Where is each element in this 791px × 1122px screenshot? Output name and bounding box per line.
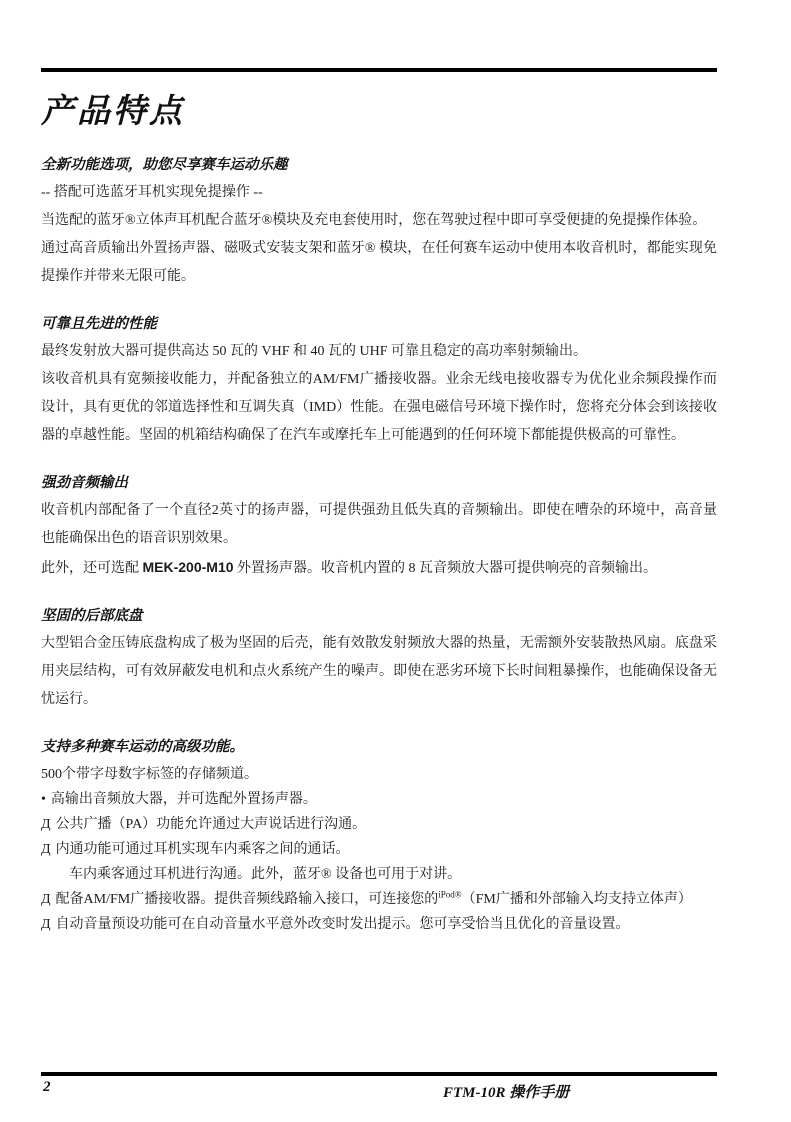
list-item-text: 自动音量预设功能可在自动音量水平意外改变时发出提示。您可享受恰当且优化的音量设置。 bbox=[55, 917, 630, 932]
paragraph-with-model bbox=[41, 553, 717, 583]
feature-list bbox=[41, 762, 717, 937]
bullet-marker: Д bbox=[41, 917, 51, 932]
list-item bbox=[41, 762, 717, 787]
list-item bbox=[41, 787, 717, 812]
top-rule bbox=[41, 68, 717, 72]
list-item-text-prefix: 配备AM/FM广播接收器。提供音频线路输入接口，可连接您的 bbox=[55, 892, 439, 907]
paragraph: -- 搭配可选蓝牙耳机实现免提操作 -- bbox=[41, 185, 263, 200]
list-item-text-suffix: （FM广播和外部输入均支持立体声） bbox=[461, 892, 692, 907]
section-heading: 全新功能选项，助您尽享赛车运动乐趣 bbox=[41, 157, 288, 173]
section-advanced-functions bbox=[41, 735, 717, 937]
page-content bbox=[41, 68, 717, 937]
ipod-superscript: iPod® bbox=[438, 889, 462, 900]
manual-title: FTM-10R 操作手册 bbox=[443, 1085, 570, 1101]
bullet-marker: Д bbox=[41, 842, 51, 857]
list-item bbox=[41, 887, 717, 912]
bullet-marker: Д bbox=[41, 817, 51, 832]
list-item-text: 内通功能可通过耳机实现车内乘客之间的通话。 bbox=[55, 842, 350, 857]
list-item-text: 500个带字母数字标签的存储频道。 bbox=[41, 767, 258, 782]
list-item-text: 公共广播（PA）功能允许通过大声说话进行沟通。 bbox=[55, 817, 367, 832]
section-heading: 强劲音频输出 bbox=[41, 475, 128, 491]
section-new-features bbox=[41, 153, 717, 291]
bullet-marker: • bbox=[41, 792, 46, 807]
list-item bbox=[41, 837, 717, 862]
paragraph: 该收音机具有宽频接收能力，并配备独立的AM/FM广播接收器。业余无线电接收器专为优化业余频段操作而设计，具有更优的邻道选择性和互调失真（IMD）性能。在强电磁信号环境下操作时，您将充分体会到该接收器的卓越性能。坚固的机箱结构确保了在汽车或摩托车上可能遇到的任何环境下都能提供极高的可靠性。 bbox=[41, 372, 717, 443]
paragraph: 收音机内部配备了一个直径2英寸的扬声器，可提供强劲且低失真的音频输出。即使在嘈杂的环境中，高音量也能确保出色的语音识别效果。 bbox=[41, 503, 717, 546]
section-audio-output bbox=[41, 471, 717, 583]
section-heading: 坚固的后部底盘 bbox=[41, 608, 143, 624]
section-heading: 支持多种赛车运动的高级功能。 bbox=[41, 739, 244, 755]
paragraph-prefix: 此外，还可选配 bbox=[41, 561, 143, 576]
list-item-continuation bbox=[41, 862, 717, 887]
section-rear-chassis bbox=[41, 604, 717, 714]
paragraph: 大型铝合金压铸底盘构成了极为坚固的后壳，能有效散发射频放大器的热量，无需额外安装散热风扇。底盘采用夹层结构，可有效屏蔽发电机和点火系统产生的噪声。即使在恶劣环境下长时间粗暴操作，也能确保设备无忧运行。 bbox=[41, 636, 717, 707]
section-heading: 可靠且先进的性能 bbox=[41, 316, 157, 332]
list-item bbox=[41, 912, 717, 937]
page-number: 2 bbox=[43, 1079, 51, 1095]
page-footer bbox=[41, 1072, 717, 1102]
page-title: 产品特点 bbox=[41, 92, 185, 129]
paragraph: 通过高音质输出外置扬声器、磁吸式安装支架和蓝牙® 模块，在任何赛车运动中使用本收音机时，都能实现免提操作并带来无限可能。 bbox=[41, 241, 717, 284]
speaker-model-name: MEK-200-M10 bbox=[142, 559, 234, 575]
list-item-text: 车内乘客通过耳机进行沟通。此外，蓝牙® 设备也可用于对讲。 bbox=[69, 867, 462, 882]
footer-row bbox=[41, 1076, 717, 1102]
paragraph: 最终发射放大器可提供高达 50 瓦的 VHF 和 40 瓦的 UHF 可靠且稳定的高功率射频输出。 bbox=[41, 344, 588, 359]
bullet-marker: Д bbox=[41, 892, 51, 907]
list-item bbox=[41, 812, 717, 837]
list-item-text: 高输出音频放大器，并可选配外置扬声器。 bbox=[50, 792, 317, 807]
paragraph: 当选配的蓝牙®立体声耳机配合蓝牙®模块及充电套使用时，您在驾驶过程中即可享受便捷的免提操作体验。 bbox=[41, 213, 707, 228]
paragraph-suffix: 外置扬声器。收音机内置的 8 瓦音频放大器可提供响亮的音频输出。 bbox=[233, 561, 658, 576]
section-reliable-performance bbox=[41, 312, 717, 450]
